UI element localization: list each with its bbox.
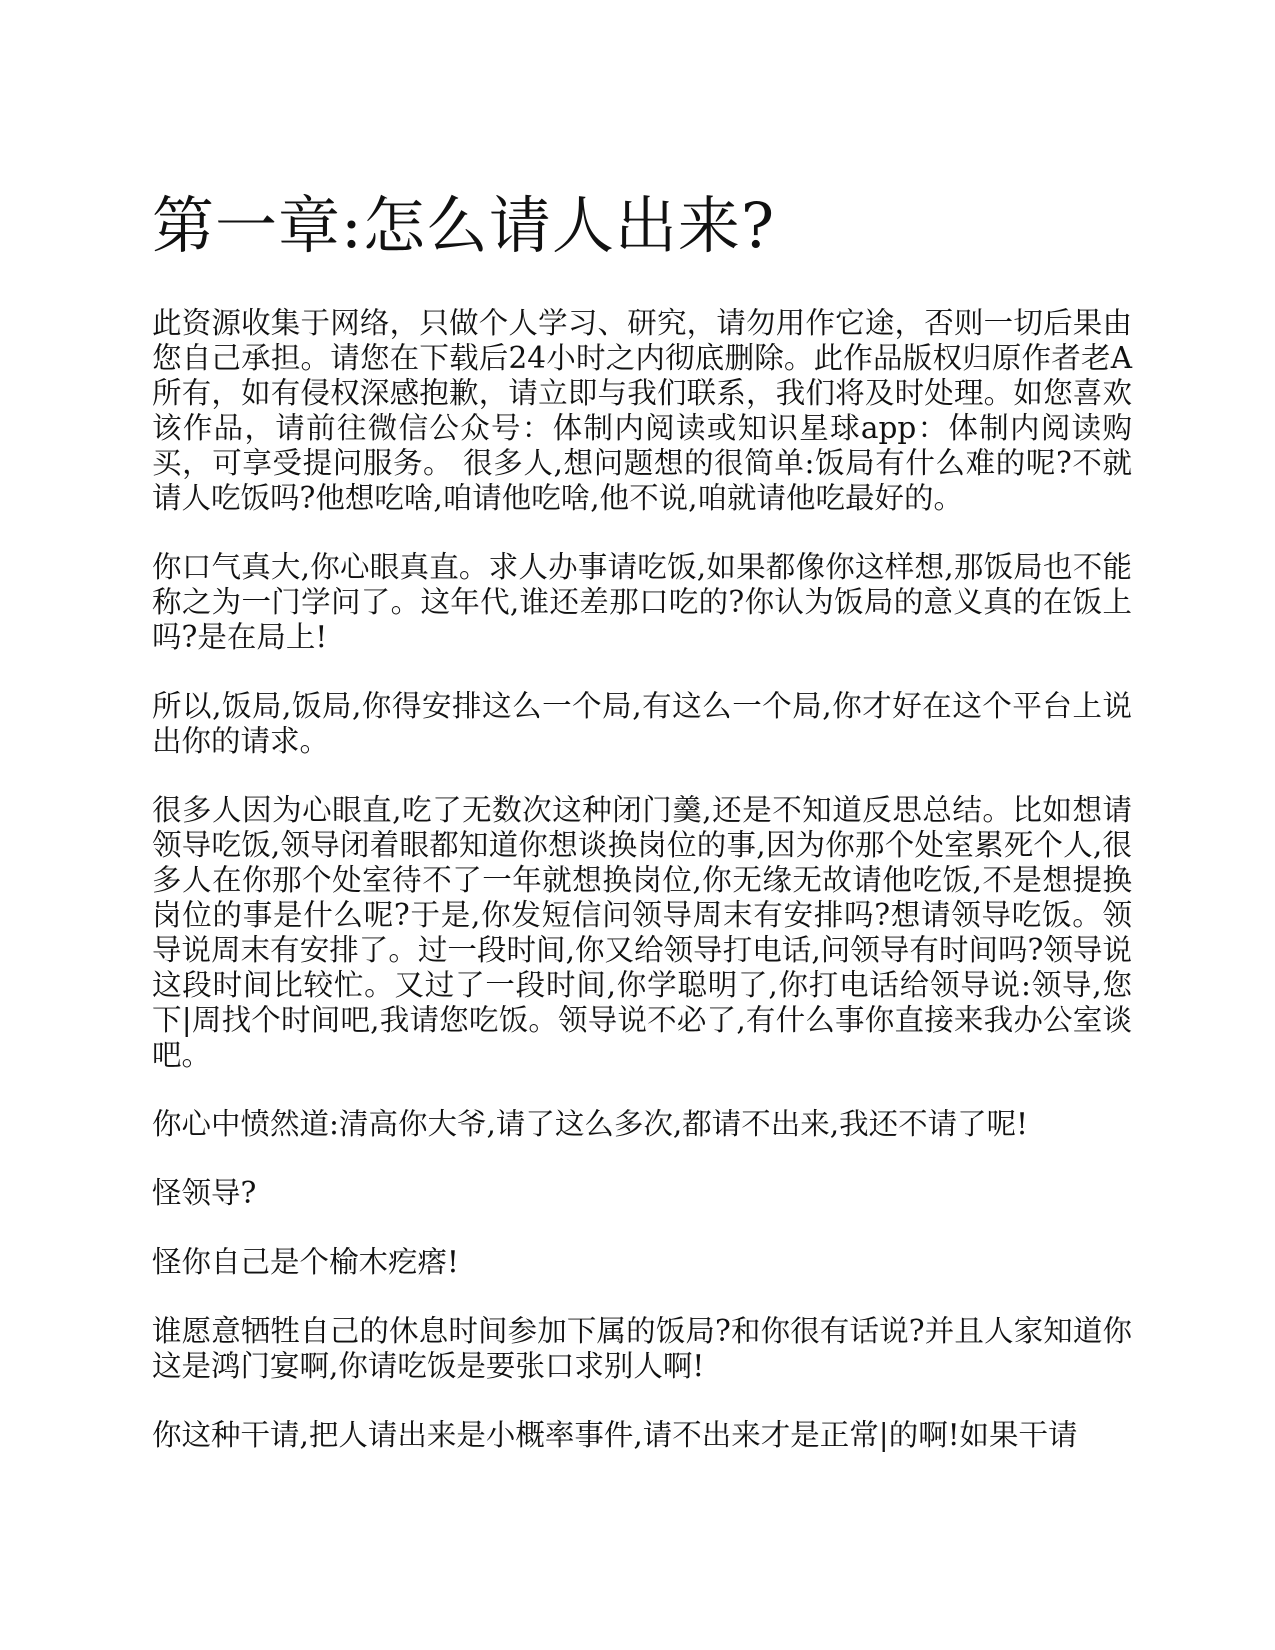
- paragraph-probability: 你这种干请,把人请出来是小概率事件,请不出来才是正常|的啊!如果干请: [152, 1418, 1078, 1452]
- paragraph-blame-leader: 怪领导?: [152, 1176, 257, 1210]
- page-content: [152, 188, 1132, 1453]
- paragraph-example: 很多人因为心眼直,吃了无数次这种闭门羹,还是不知道反思总结。比如想请领导吃饭,领导闭着眼都知道你想谈换岗位的事,因为你那个处室累死个人,很多人在你那个处室待不了一年就想换岗位,你无缘无故请他吃饭,不是想提换岗位的事是什么呢?于是,你发短信问领导周末有安排吗?想请领导吃饭。领导说周末有安排了。过一段时间,你又给领导打电话,问领导有时间吗?领导说这段时间比较忙。又过了一段时间,你学聪明了,你打电话给领导说:领导,您下|周找个时间吧,我请您吃饭。领导说不必了,有什么事你直接来我办公室谈吧。: [152, 793, 1132, 1072]
- paragraph-tone: 你口气真大,你心眼真直。求人办事请吃饭,如果都像你这样想,那饭局也不能称之为一门学问了。这年代,谁还差那口吃的?你认为饭局的意义真的在饭上吗?是在局上!: [152, 550, 1132, 654]
- paragraph-frustration: 你心中愤然道:清高你大爷,请了这么多次,都请不出来,我还不请了呢!: [152, 1107, 1028, 1141]
- paragraph-sacrifice: 谁愿意牺牲自己的休息时间参加下属的饭局?和你很有话说?并且人家知道你这是鸿门宴啊,你请吃饭是要张口求别人啊!: [152, 1314, 1132, 1383]
- paragraph-blame-self: 怪你自己是个榆木疙瘩!: [152, 1245, 459, 1279]
- chapter-title: 第一章:怎么请人出来?: [152, 189, 776, 262]
- paragraph-arrange-occasion: 所以,饭局,饭局,你得安排这么一个局,有这么一个局,你才好在这个平台上说出你的请求。: [152, 689, 1132, 758]
- paragraph-disclaimer-intro: 此资源收集于网络，只做个人学习、研究，请勿用作它途，否则一切后果由您自己承担。请您在下载后24小时之内彻底删除。此作品版权归原作者老A所有，如有侵权深感抱歉，请立即与我们联系，我们将及时处理。如您喜欢该作品，请前往微信公众号：体制内阅读或知识星球app：体制内阅读购买，可享受提问服务。 很多人,想问题想的很简单:饭局有什么难的呢?不就请人吃饭吗?他想吃啥,咱请他吃啥,他不说,咱就请他吃最好的。: [152, 306, 1132, 515]
- body-text: [152, 306, 1132, 1453]
